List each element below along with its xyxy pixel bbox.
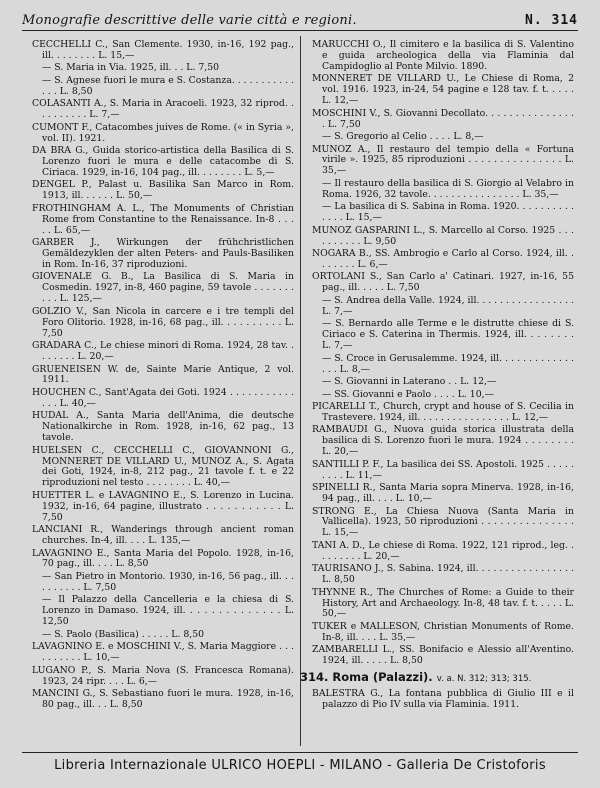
right-column-entries [312, 40, 574, 667]
right-column [300, 39, 574, 713]
catalog-entry: SANTILLI P. F., La basilica dei SS. Apostoli. 1925 . . . . . . . . . L. 11,— [312, 458, 574, 481]
catalog-entry: HUELSEN C., CECCHELLI C., GIOVANNONI G., MONNERET DE VILLARD U., MUNOZ A., S. Agata dei Goti, 1924, in-8, 212 pag., 21 tavole f. t. e 22 riproduzioni nel testo . . . . . . . . L. 40,— [32, 444, 294, 489]
footer-rule [22, 752, 578, 753]
catalog-entry: FROTHINGHAM A. L., The Monuments of Christian Rome from Constantine to the Renaissance. In-8 . . . . . L. 65,— [32, 202, 294, 236]
catalog-entry: RAMBAUDI G., Nuova guida storica illustrata della basilica di S. Lorenzo fuori le mura. 1924 . . . . . . . . L. 20,— [312, 424, 574, 458]
catalog-entry: PICARELLI T., Church, crypt and house of S. Cecilia in Trastevere. 1924, ill. . . . . . . . . . . . . . . . L. 12,— [312, 401, 574, 423]
catalog-entry: CECCHELLI C., San Clemente. 1930, in-16, 192 pag., ill. . . . . . . . L. 15,— [32, 39, 294, 61]
catalog-entry: — SS. Giovanni e Paolo . . . . L. 10,— [322, 388, 494, 400]
catalog-entry: — Il restauro della basilica di S. Giorgio al Velabro in Roma. 1926, 32 tavole. . . . . . . . . . . . . . . . L. 35,— [322, 177, 574, 200]
catalog-entry: BALESTRA G., La fontana pubblica di Giulio III e il palazzo di Pio IV sulla via Flaminia. 1911. [312, 688, 574, 710]
catalog-entry: — S. Croce in Gerusalemme. 1924, ill. . . . . . . . . . . . . . . . L. 8,— [322, 352, 574, 375]
right-column-section-entries [312, 689, 574, 711]
catalog-entry: TUKER e MALLESON, Christian Monuments of Rome. In-8, ill. . . . L. 35,— [312, 620, 574, 643]
catalog-entry: SPINELLI R., Santa Maria sopra Minerva. 1928, in-16, 94 pag., ill. . . . L. 10,— [312, 482, 574, 505]
catalog-entry: HUETTER L. e LAVAGNINO E., S. Lorenzo in Lucina. 1932, in-16, 64 pagine, illustrato . . . . . . . . . . . L. 7,50 [32, 489, 294, 523]
catalog-entry: MUNOZ GASPARINI L., S. Marcello al Corso. 1925 . . . . . . . . . . L. 9,50 [312, 224, 574, 247]
catalog-entry: MANCINI G., S. Sebastiano fuori le mura. 1928, in-16, 80 pag., ill. . . L. 8,50 [32, 688, 294, 710]
catalog-entry: MOSCHINI V., S. Giovanni Decollato. . . . . . . . . . . . . . . . L. 7,50 [312, 107, 574, 130]
catalog-entry: GARBER J., Wirkungen der frühchristlichen Gemäldezyklen der alten Peters- and Pauls-Basiliken in Rom. In-16, 37 riproduzioni. [32, 237, 294, 270]
catalog-entry: GRUENEISEN W. de, Sainte Marie Antique, 2 vol. 1911. [32, 363, 294, 386]
catalog-entry: TANI A. D., Le chiese di Roma. 1922, 121 riprod., leg. . . . . . . . . L. 20,— [312, 539, 574, 562]
column-divider [300, 36, 301, 746]
catalog-entry: MARUCCHI O., Il cimitero e la basilica di S. Valentino e guida archeologica della via Flaminia dal Campidoglio al Ponte Milvio. 1890. [312, 39, 574, 72]
catalog-entry: GRADARA C., Le chiese minori di Roma. 1924, 28 tav. . . . . . . . L. 20,— [32, 340, 294, 362]
catalog-entry: — La basilica di S. Sabina in Roma. 1920. . . . . . . . . . . . . . L. 15,— [322, 201, 574, 224]
catalog-entry: — S. Giovanni in Laterano . . L. 12,— [322, 376, 497, 387]
section-label: 314. Roma (Palazzi). [300, 670, 433, 685]
section-heading [300, 672, 574, 685]
catalog-entry: TAURISANO J., S. Sabina. 1924, ill. . . . . . . . . . . . . . . . . L. 8,50 [312, 563, 574, 586]
catalog-entry: ZAMBARELLI L., SS. Bonifacio e Alessio all'Aventino. 1924, ill. . . . . L. 8,50 [312, 644, 574, 667]
catalog-entry: DENGEL P., Palast u. Basilika San Marco in Rom. 1913, ill. . . . . . L. 50,— [32, 179, 294, 202]
page-number: N. 314 [525, 13, 578, 28]
catalog-entry: DA BRA G., Guida storico-artistica della Basilica di S. Lorenzo fuori le mura e delle catacombe di S. Ciriaca. 1929, in-16, 104 pag., ill. . . . . . . . L. 5,— [32, 145, 294, 178]
section-ref: v. a. N. 312; 313; 315. [436, 674, 532, 685]
catalog-entry: NOGARA B., SS. Ambrogio e Carlo al Corso. 1924, ill. . . . . . . . L. 6,— [312, 248, 574, 270]
catalog-entry: HUDAL A., Santa Maria dell'Anima, die deutsche Nationalkirche in Rom. 1928, in-16, 62 pag., 13 tavole. [32, 410, 294, 444]
catalog-entry: — San Pietro in Montorio. 1930, in-16, 56 pag., ill. . . . . . . . . . L. 7,50 [42, 570, 294, 593]
catalog-entry: THYNNE R., The Churches of Rome: a Guide to their History, Art and Archaeology. In-8, 48 tav. f. t. . . . . L. 50,— [312, 586, 574, 620]
catalog-entry: COLASANTI A., S. Maria in Aracoeli. 1923, 32 riprod. . . . . . . . . . L. 7,— [32, 98, 294, 121]
catalog-entry: ORTOLANI S., San Carlo a' Catinari. 1927, in-16, 55 pag., ill. . . . . L. 7,50 [312, 271, 574, 294]
left-column [32, 40, 294, 712]
catalog-entry: LUGANO P., S. Maria Nova (S. Francesca Romana). 1923, 24 ripr. . . . L. 6,— [32, 664, 294, 687]
catalog-entry: — S. Bernardo alle Terme e le distrutte chiese di S. Ciriaco e S. Caterina in Thermis. 1924, ill. . . . . . . . L. 7,— [322, 318, 574, 352]
catalog-entry: STRONG E., La Chiesa Nuova (Santa Maria in Vallicella). 1923, 50 riproduzioni . . . . . . . . . . . . . . . L. 15,— [312, 505, 574, 539]
catalog-entry: — S. Agnese fuori le mura e S. Costanza. . . . . . . . . . . . . . L. 8,50 [42, 74, 294, 97]
catalog-entry: — S. Andrea della Valle. 1924, ill. . . . . . . . . . . . . . . . . L. 7,— [322, 294, 574, 317]
catalog-entry: HOUCHEN C., Sant'Agata dei Goti. 1924 . . . . . . . . . . . . . . L. 40,— [32, 386, 294, 409]
catalog-entry: — S. Paolo (Basilica) . . . . . L. 8,50 [42, 628, 205, 640]
catalog-entry: LAVAGNINO E., Santa Maria del Popolo. 1928, in-16, 70 pag., ill. . . . L. 8,50 [32, 547, 294, 570]
catalog-entry: MUNOZ A., Il restauro del tempio della « Fortuna virile ». 1925, 85 riproduzioni . . . . . . . . . . . . . . . L. 35,— [312, 143, 574, 177]
catalog-entry: GOLZIO V., San Nicola in carcere e i tre templi del Foro Olitorio. 1928, in-16, 68 pag., ill. . . . . . . . . . L. 7,50 [32, 305, 294, 339]
catalog-entry: MONNERET DE VILLARD U., Le Chiese di Roma, 2 vol. 1916. 1923, in-24, 54 pagine e 128 tav. f. t. . . . . L. 12,— [312, 73, 574, 107]
catalog-entry: LAVAGNINO E. e MOSCHINI V., S. Maria Maggiore . . . . . . . . . . L. 10,— [32, 641, 294, 664]
page-header [22, 4, 578, 28]
catalog-entry: CUMONT F., Catacombes juives de Rome. (« in Syria », vol. II). 1921. [32, 121, 294, 144]
publisher-footer: Libreria Internazionale ULRICO HOEPLI - MILANO - Galleria De Cristoforis [54, 758, 546, 773]
catalog-entry: LANCIANI R., Wanderings through ancient roman churches. In-4, ill. . . . L. 135,— [32, 524, 294, 547]
catalog-entry: — S. Maria in Via. 1925, ill. . . L. 7,50 [42, 62, 220, 74]
header-rule [22, 30, 578, 31]
catalog-entry: — S. Gregorio al Celio . . . . L. 8,— [322, 131, 484, 143]
catalog-entry: — Il Palazzo della Cancelleria e la chiesa di S. Lorenzo in Damaso. 1924, ill. . . . . . . . . . . . . . L. 12,50 [42, 594, 294, 628]
catalog-entry: GIOVENALE G. B., La Basilica di S. Maria in Cosmedin. 1927, in-8, 460 pagine, 59 tavole . . . . . . . . . . L. 125,— [32, 271, 294, 305]
page-title: Monografie descrittive delle varie città e regioni. [22, 13, 357, 28]
